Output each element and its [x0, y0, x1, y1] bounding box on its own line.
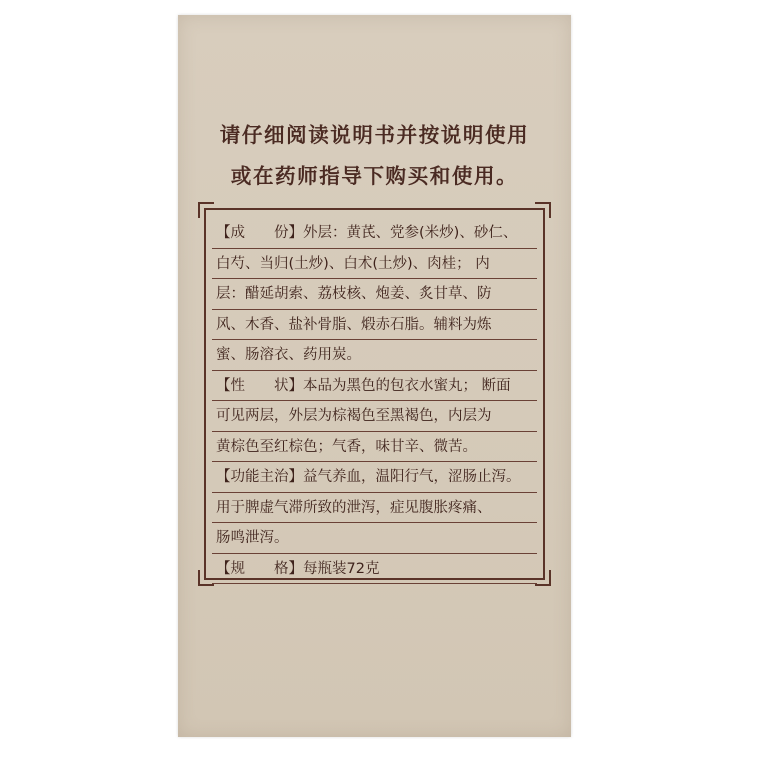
indications-text: 益气养血，温阳行气，涩肠止泻。 [303, 469, 521, 485]
usage-notice-line-2: 或在药师指导下购买和使用。 [230, 164, 519, 188]
indications-text: 用于脾虚气滞所致的泄泻，症见腹胀疼痛、 [216, 499, 492, 516]
description-label: 【性 状】 [216, 377, 303, 394]
indications-row [212, 523, 537, 554]
indications-row [212, 493, 537, 524]
specification-text: 每瓶装72克 [303, 560, 380, 577]
indications-row [212, 462, 537, 493]
description-text: 黄棕色至红棕色；气香，味甘辛、微苦。 [216, 438, 477, 455]
specification-row [212, 554, 537, 585]
composition-row [212, 340, 537, 371]
indications-text: 肠鸣泄泻。 [216, 530, 289, 546]
composition-text: 风、木香、盐补骨脂、煅赤石脂。辅料为炼 [216, 316, 492, 333]
composition-row [212, 249, 537, 280]
usage-notice-line-1: 请仔细阅读说明书并按说明使用 [219, 123, 530, 147]
composition-text: 白芍、当归(土炒)、白术(土炒)、肉桂； 内 [216, 255, 490, 272]
composition-row [212, 279, 537, 310]
composition-text: 蜜、肠溶衣、药用炭。 [216, 347, 361, 363]
description-text: 本品为黑色的包衣水蜜丸； 断面 [303, 377, 511, 394]
description-text: 可见两层，外层为棕褐色至黑褐色，内层为 [216, 408, 492, 424]
description-row [212, 432, 537, 463]
composition-row [212, 310, 537, 341]
indications-label: 【功能主治】 [216, 469, 303, 485]
composition-text: 外层：黄芪、党参(米炒)、砂仁、 [303, 225, 518, 241]
specification-label: 【规 格】 [216, 560, 303, 577]
composition-row [212, 218, 537, 249]
composition-text: 层：醋延胡索、荔枝核、炮姜、炙甘草、防 [216, 286, 492, 302]
composition-label: 【成 份】 [216, 225, 303, 241]
description-row [212, 401, 537, 432]
drug-info-table [212, 218, 537, 584]
description-row [212, 371, 537, 402]
